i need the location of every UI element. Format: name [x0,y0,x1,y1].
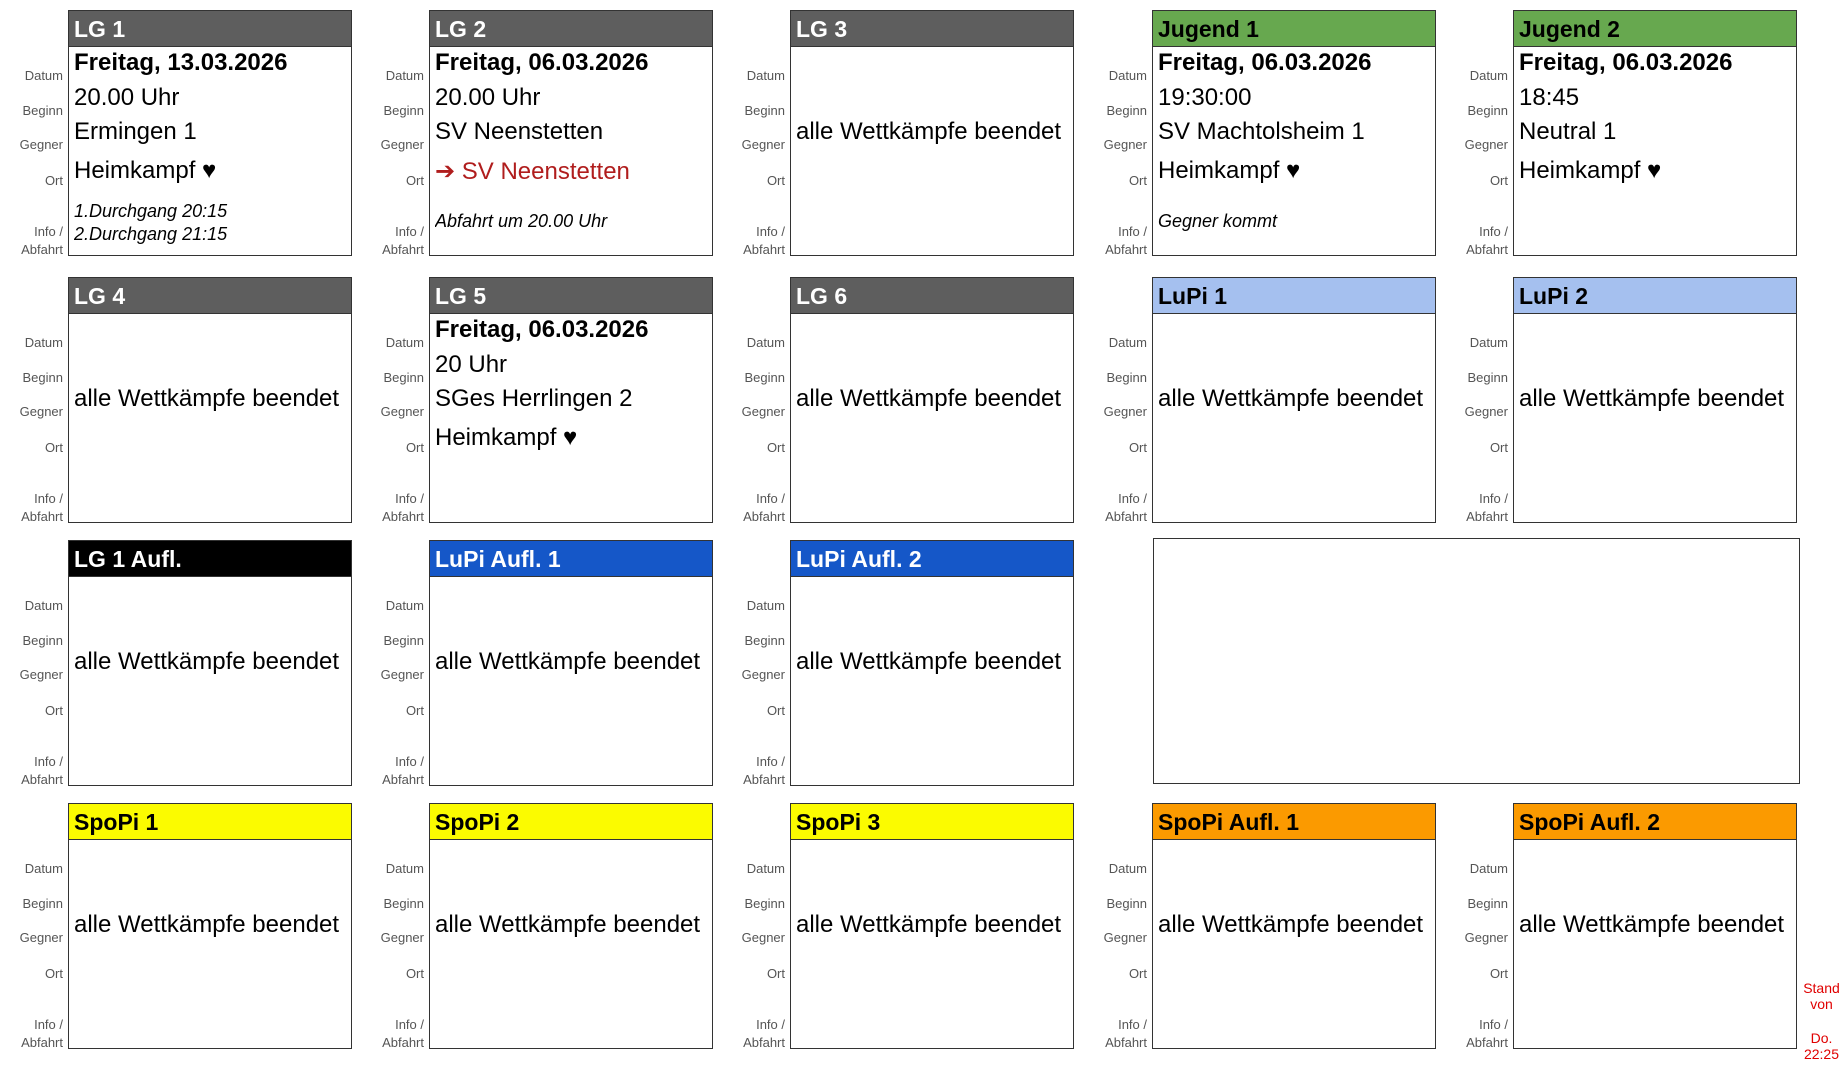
team-box [429,803,713,1049]
team-title: LG 6 [791,278,1073,314]
status-text: alle Wettkämpfe beendet [796,385,1062,412]
abfahrt-label: Abfahrt [743,772,785,787]
ort-label: Ort [44,440,63,455]
field-labels [722,839,787,1065]
info-label: Info / [34,754,63,769]
team-box [790,540,1074,786]
datum-label: Datum [746,335,785,350]
status-text: alle Wettkämpfe beendet [435,911,701,938]
team-card-spopi-aufl1 [1084,803,1434,1065]
location: ➔ SV Neenstetten [435,158,630,185]
team-card-lupi1 [1084,277,1434,539]
status-text: alle Wettkämpfe beendet [796,911,1062,938]
datum-label: Datum [24,68,63,83]
match-start: 20.00 Uhr [435,84,541,111]
abfahrt-label: Abfahrt [382,1035,424,1050]
gegner-label: Gegner [380,667,424,682]
status-text: alle Wettkämpfe beendet [1158,385,1424,412]
beginn-label: Beginn [744,370,785,385]
team-card-spopi3 [722,803,1072,1065]
abfahrt-label: Abfahrt [21,772,63,787]
datum-label: Datum [746,598,785,613]
field-labels [0,313,65,539]
beginn-label: Beginn [383,370,424,385]
team-title: SpoPi Aufl. 2 [1514,804,1796,840]
field-labels [0,839,65,1065]
status-text: alle Wettkämpfe beendet [796,648,1062,675]
team-title: LuPi 2 [1514,278,1796,314]
ort-label: Ort [1489,173,1508,188]
team-card-lupi-aufl2 [722,540,1072,802]
team-card-spopi1 [0,803,350,1065]
match-date: Freitag, 06.03.2026 [1158,49,1372,76]
location: Heimkampf ♥ [74,157,217,184]
status-text: alle Wettkämpfe beendet [1519,911,1785,938]
status-text: alle Wettkämpfe beendet [435,648,701,675]
status-text: alle Wettkämpfe beendet [74,648,340,675]
team-card-jugend1 [1084,10,1434,272]
status-text: alle Wettkämpfe beendet [796,118,1062,145]
field-labels [722,46,787,272]
match-date: Freitag, 06.03.2026 [1519,49,1733,76]
team-card-lupi-aufl1 [361,540,711,802]
team-title: Jugend 2 [1514,11,1796,47]
beginn-label: Beginn [1467,103,1508,118]
datum-label: Datum [1469,68,1508,83]
datum-label: Datum [746,68,785,83]
ort-label: Ort [405,966,424,981]
beginn-label: Beginn [744,103,785,118]
status-text: alle Wettkämpfe beendet [1519,385,1785,412]
team-box [68,803,352,1049]
location: Heimkampf ♥ [1158,157,1301,184]
team-card-lupi2 [1445,277,1795,539]
beginn-label: Beginn [1467,896,1508,911]
ort-label: Ort [44,966,63,981]
status-text: alle Wettkämpfe beendet [74,385,340,412]
info-label: Info / [1118,224,1147,239]
datum-label: Datum [24,861,63,876]
beginn-label: Beginn [22,370,63,385]
stand-label: Stand [1803,980,1840,996]
ort-label: Ort [1128,173,1147,188]
ort-label: Ort [1128,440,1147,455]
info-label: Info / [756,754,785,769]
team-box [790,803,1074,1049]
opponent: Neutral 1 [1519,118,1617,145]
abfahrt-label: Abfahrt [382,242,424,257]
match-date: Freitag, 06.03.2026 [435,316,649,343]
field-labels [361,46,426,272]
field-labels [722,576,787,802]
info-label: Info / [34,1017,63,1032]
abfahrt-label: Abfahrt [743,509,785,524]
team-card-lg1-aufl [0,540,350,802]
field-labels [361,313,426,539]
info-label: Info / [395,754,424,769]
field-labels [1084,839,1149,1065]
gegner-label: Gegner [1103,404,1147,419]
abfahrt-label: Abfahrt [382,509,424,524]
ort-label: Ort [405,703,424,718]
stand-timestamp [1800,980,1843,1062]
ort-label: Ort [1489,966,1508,981]
field-labels [1445,839,1510,1065]
info-label: Info / [756,1017,785,1032]
team-card-jugend2 [1445,10,1795,272]
ort-label: Ort [405,440,424,455]
ort-label: Ort [1128,966,1147,981]
datum-label: Datum [1469,335,1508,350]
location: Heimkampf ♥ [435,424,578,451]
team-box [790,277,1074,523]
gegner-label: Gegner [19,930,63,945]
datum-label: Datum [1108,68,1147,83]
team-title: LuPi 1 [1153,278,1435,314]
team-title: LG 5 [430,278,712,314]
datum-label: Datum [1469,861,1508,876]
stand-von-label: von [1810,996,1833,1012]
opponent: SV Machtolsheim 1 [1158,118,1365,145]
gegner-label: Gegner [380,137,424,152]
team-box [68,10,352,256]
info-label: Info / [756,224,785,239]
ort-label: Ort [766,703,785,718]
beginn-label: Beginn [1106,370,1147,385]
field-labels [361,576,426,802]
gegner-label: Gegner [380,404,424,419]
match-start: 18:45 [1519,84,1580,111]
gegner-label: Gegner [19,667,63,682]
team-box [1513,803,1797,1049]
team-box [68,277,352,523]
team-box [429,10,713,256]
match-date: Freitag, 06.03.2026 [435,49,649,76]
team-title: SpoPi 2 [430,804,712,840]
abfahrt-label: Abfahrt [382,772,424,787]
beginn-label: Beginn [744,896,785,911]
beginn-label: Beginn [22,633,63,648]
ort-label: Ort [766,440,785,455]
ort-label: Ort [405,173,424,188]
abfahrt-label: Abfahrt [743,1035,785,1050]
datum-label: Datum [24,598,63,613]
datum-label: Datum [385,598,424,613]
team-box [68,540,352,786]
team-box [1152,10,1436,256]
opponent: SGes Herrlingen 2 [435,385,633,412]
ort-label: Ort [766,966,785,981]
team-box [1152,277,1436,523]
info-label: Info / [1479,224,1508,239]
datum-label: Datum [1108,335,1147,350]
team-title: SpoPi 1 [69,804,351,840]
gegner-label: Gegner [1464,404,1508,419]
abfahrt-label: Abfahrt [1466,242,1508,257]
gegner-label: Gegner [19,404,63,419]
field-labels [0,46,65,272]
match-start: 19:30:00 [1158,84,1252,111]
team-card-lg6 [722,277,1072,539]
team-title: Jugend 1 [1153,11,1435,47]
datum-label: Datum [385,335,424,350]
field-labels [361,839,426,1065]
team-card-lg1 [0,10,350,272]
abfahrt-label: Abfahrt [1105,509,1147,524]
field-labels [0,576,65,802]
info-label: Info / [395,224,424,239]
field-labels [722,313,787,539]
info-label: Info / [1479,491,1508,506]
info-label: Info / [34,491,63,506]
team-card-spopi2 [361,803,711,1065]
datum-label: Datum [385,861,424,876]
abfahrt-label: Abfahrt [1105,1035,1147,1050]
team-box [429,277,713,523]
team-box [790,10,1074,256]
gegner-label: Gegner [741,930,785,945]
team-title: LG 3 [791,11,1073,47]
empty-panel [1153,538,1800,784]
team-title: SpoPi Aufl. 1 [1153,804,1435,840]
team-title: LG 4 [69,278,351,314]
team-title: LG 1 [69,11,351,47]
status-text: alle Wettkämpfe beendet [74,911,340,938]
opponent: SV Neenstetten [435,118,604,145]
info-label: Info / [756,491,785,506]
match-date: Freitag, 13.03.2026 [74,49,288,76]
team-card-lg4 [0,277,350,539]
beginn-label: Beginn [1106,103,1147,118]
info-line: Abfahrt um 20.00 Uhr [435,211,608,231]
info-line: 2.Durchgang 21:15 [74,224,228,244]
ort-label: Ort [1489,440,1508,455]
team-box [1513,10,1797,256]
gegner-label: Gegner [741,137,785,152]
info-label: Info / [1118,491,1147,506]
info-label: Info / [1479,1017,1508,1032]
abfahrt-label: Abfahrt [21,242,63,257]
ort-label: Ort [44,173,63,188]
beginn-label: Beginn [22,103,63,118]
beginn-label: Beginn [744,633,785,648]
info-label: Info / [395,1017,424,1032]
beginn-label: Beginn [383,896,424,911]
field-labels [1445,46,1510,272]
field-labels [1084,46,1149,272]
team-card-lg5 [361,277,711,539]
stand-day: Do. [1810,1030,1833,1046]
field-labels [1445,313,1510,539]
datum-label: Datum [24,335,63,350]
info-label: Info / [1118,1017,1147,1032]
gegner-label: Gegner [380,930,424,945]
abfahrt-label: Abfahrt [743,242,785,257]
info-label: Info / [34,224,63,239]
field-labels [1084,313,1149,539]
datum-label: Datum [385,68,424,83]
gegner-label: Gegner [19,137,63,152]
gegner-label: Gegner [741,667,785,682]
beginn-label: Beginn [1467,370,1508,385]
team-card-lg2 [361,10,711,272]
abfahrt-label: Abfahrt [21,509,63,524]
gegner-label: Gegner [1103,930,1147,945]
team-title: SpoPi 3 [791,804,1073,840]
info-line: 1.Durchgang 20:15 [74,201,228,221]
beginn-label: Beginn [383,633,424,648]
team-box [1513,277,1797,523]
team-title: LG 2 [430,11,712,47]
beginn-label: Beginn [22,896,63,911]
location: Heimkampf ♥ [1519,157,1662,184]
abfahrt-label: Abfahrt [1105,242,1147,257]
datum-label: Datum [746,861,785,876]
stand-time: 22:25 [1803,1046,1840,1062]
gegner-label: Gegner [741,404,785,419]
gegner-label: Gegner [1103,137,1147,152]
team-box [429,540,713,786]
team-title: LG 1 Aufl. [69,541,351,577]
team-card-lg3 [722,10,1072,272]
abfahrt-label: Abfahrt [21,1035,63,1050]
gegner-label: Gegner [1464,137,1508,152]
ort-label: Ort [44,703,63,718]
team-title: LuPi Aufl. 2 [791,541,1073,577]
opponent: Ermingen 1 [74,118,197,145]
info-label: Info / [395,491,424,506]
info-line: Gegner kommt [1158,211,1278,231]
gegner-label: Gegner [1464,930,1508,945]
ort-label: Ort [766,173,785,188]
beginn-label: Beginn [1106,896,1147,911]
team-box [1152,803,1436,1049]
team-title: LuPi Aufl. 1 [430,541,712,577]
status-text: alle Wettkämpfe beendet [1158,911,1424,938]
beginn-label: Beginn [383,103,424,118]
abfahrt-label: Abfahrt [1466,1035,1508,1050]
match-start: 20.00 Uhr [74,84,180,111]
abfahrt-label: Abfahrt [1466,509,1508,524]
team-card-spopi-aufl2 [1445,803,1795,1065]
match-start: 20 Uhr [435,351,508,378]
datum-label: Datum [1108,861,1147,876]
